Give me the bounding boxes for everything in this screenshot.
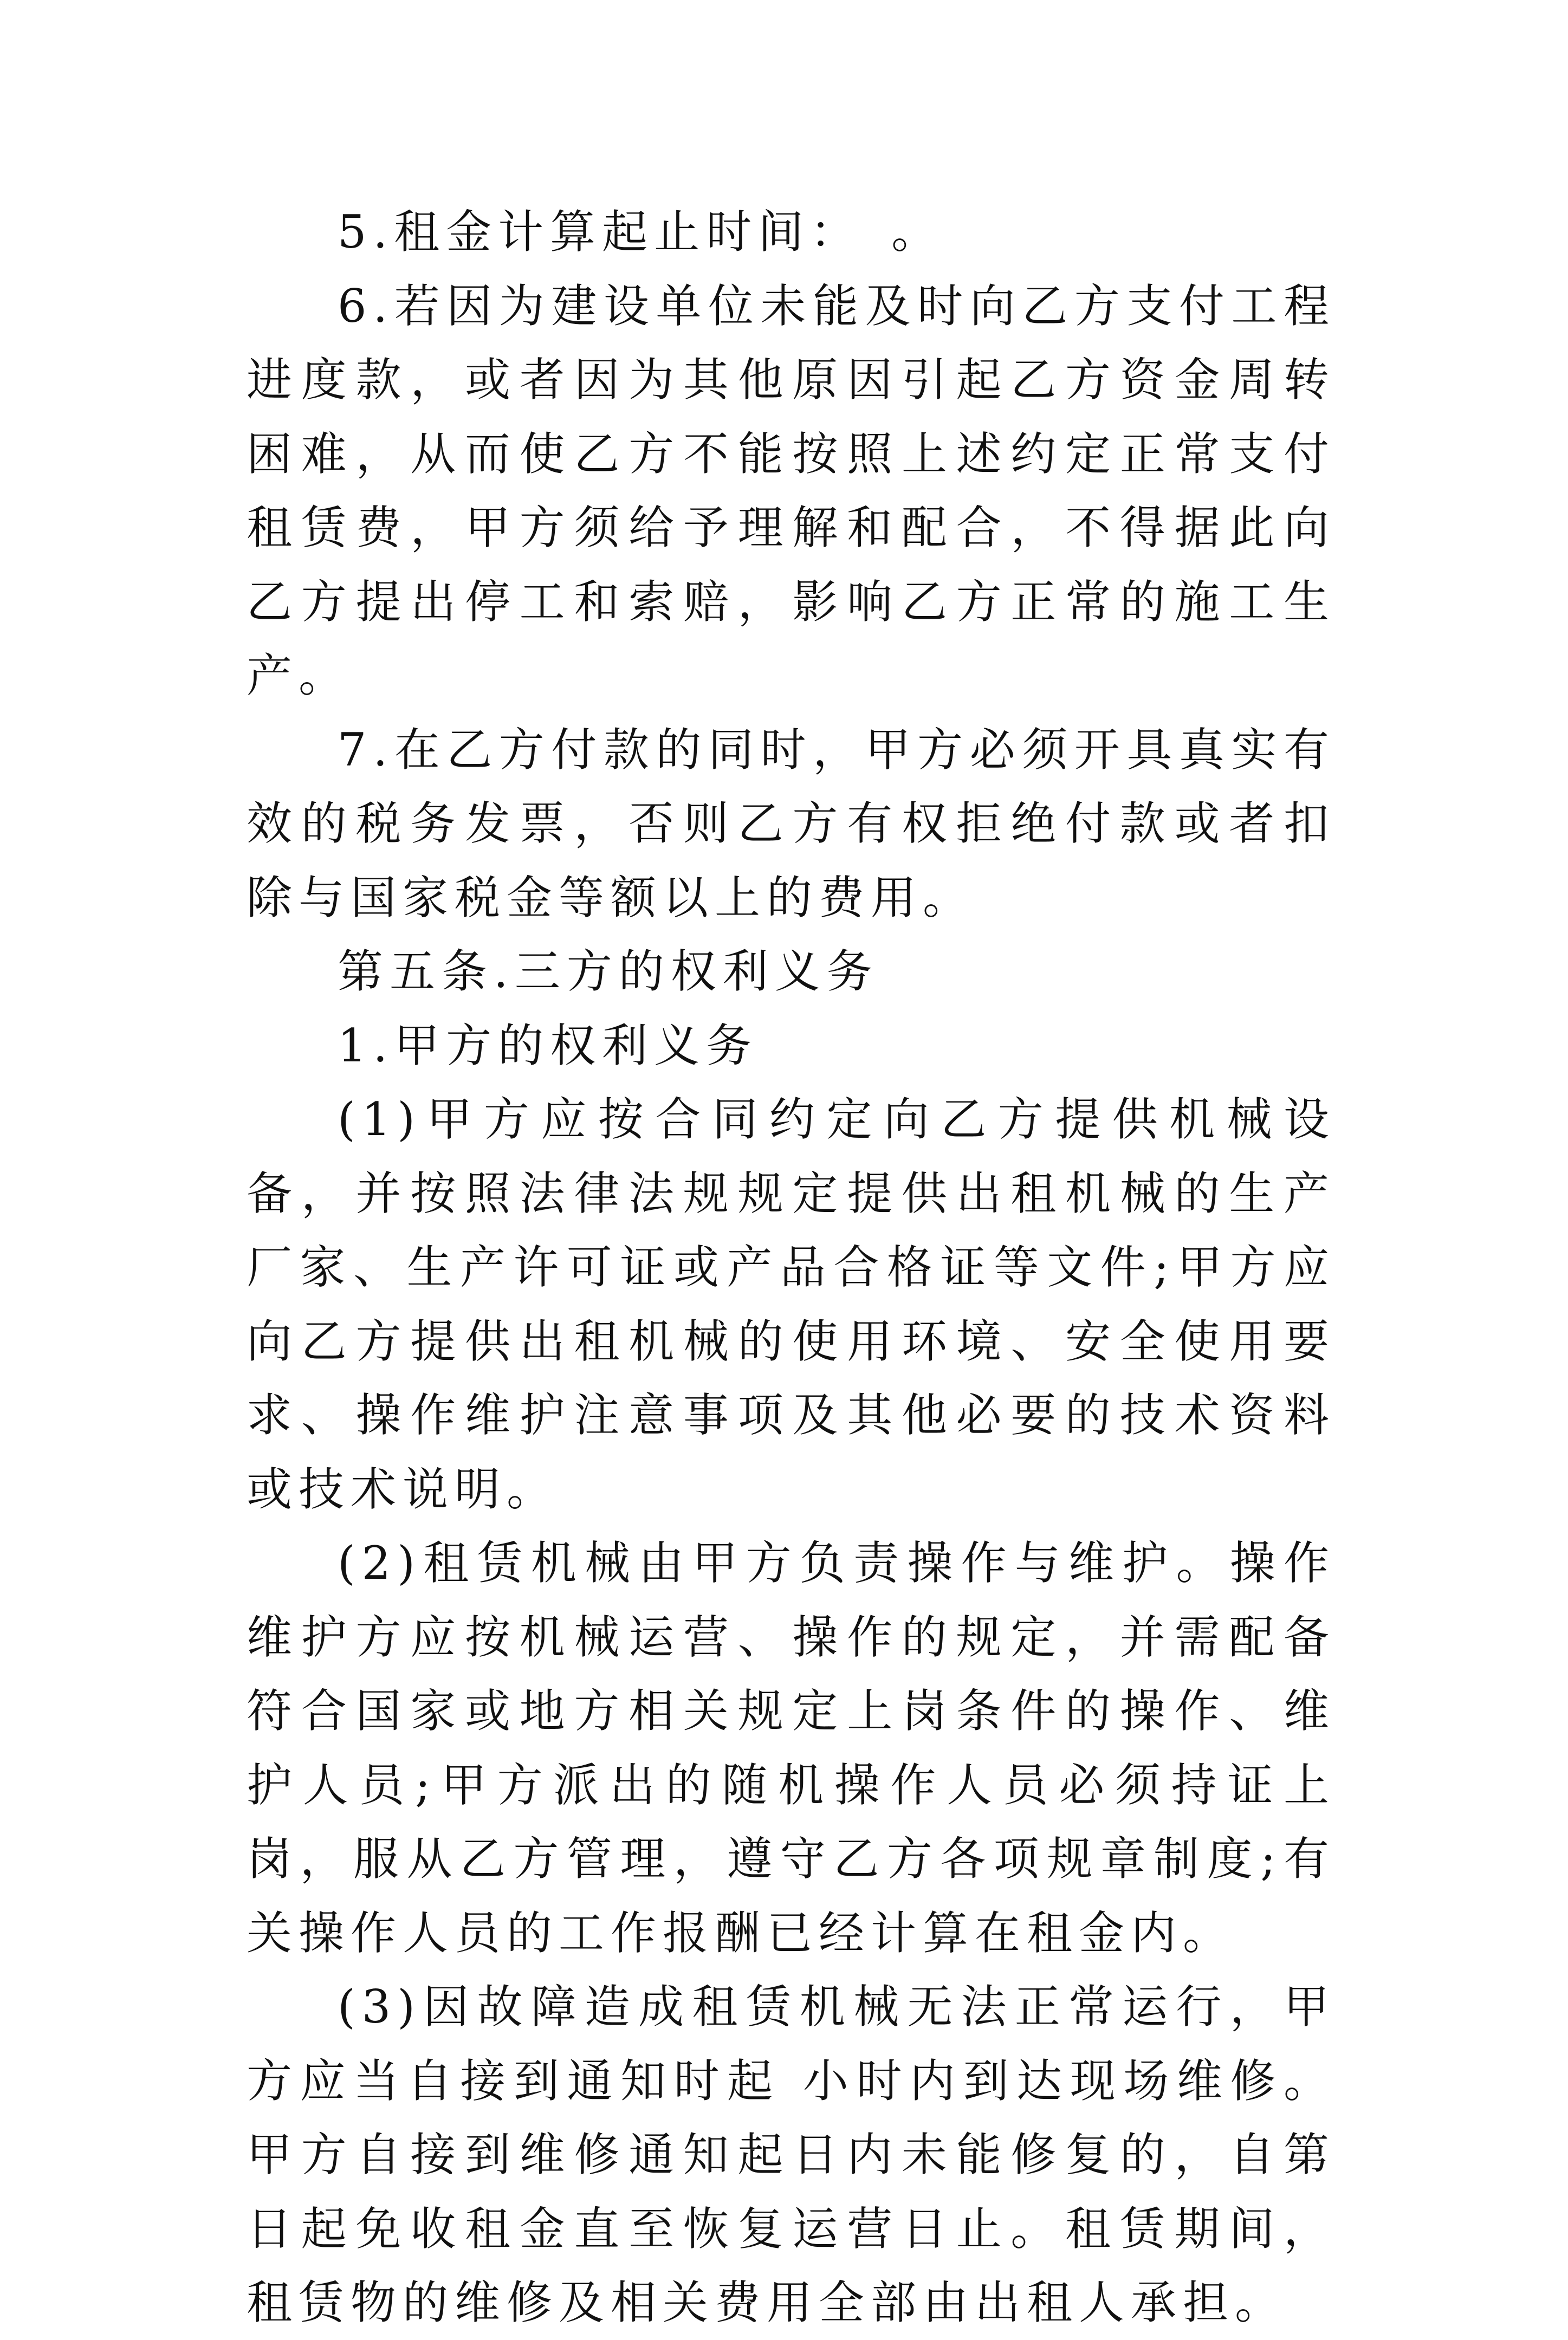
paragraph-rent-period: 5.租金计算起止时间： 。 [338, 205, 944, 258]
clause-3: (3)因故障造成租赁机械无法正常运行，甲方应当自接到通知时起 小时内到达现场维修。甲方自接到维修通知起日内未能修复的，自第日起免收租金直至恢复运营日止。租赁期间，租赁物的维修及相关费用全部由出租人承担。 [247, 1980, 1336, 2329]
clause-1: (1)甲方应按合同约定向乙方提供机械设备，并按照法律法规规定提供出租机械的生产厂家、生产许可证或产品合格证等文件;甲方应向乙方提供出租机械的使用环境、安全使用要求、操作维护注意事项及其他必要的技术资料或技术说明。 [247, 1093, 1336, 1516]
paragraph-tax-invoice: 7.在乙方付款的同时，甲方必须开具真实有效的税务发票，否则乙方有权拒绝付款或者扣除与国家税金等额以上的费用。 [247, 723, 1336, 924]
paragraph-payment-difficulty: 6.若因为建设单位未能及时向乙方支付工程进度款，或者因为其他原因引起乙方资金周转困难，从而使乙方不能按照上述约定正常支付租赁费，甲方须给予理解和配合，不得据此向乙方提出停工和索赔，影响乙方正常的施工生产。 [247, 279, 1336, 702]
clause-2: (2)租赁机械由甲方负责操作与维护。操作维护方应按机械运营、操作的规定，并需配备符合国家或地方相关规定上岗条件的操作、维护人员;甲方派出的随机操作人员必须持证上岗，服从乙方管理，遵守乙方各项规章制度;有关操作人员的工作报酬已经计算在租金内。 [247, 1537, 1336, 1960]
document-body [247, 195, 1336, 2340]
subsection-heading-party-a: 1.甲方的权利义务 [338, 1019, 759, 1072]
section-heading-article-5: 第五条.三方的权利义务 [338, 945, 879, 998]
